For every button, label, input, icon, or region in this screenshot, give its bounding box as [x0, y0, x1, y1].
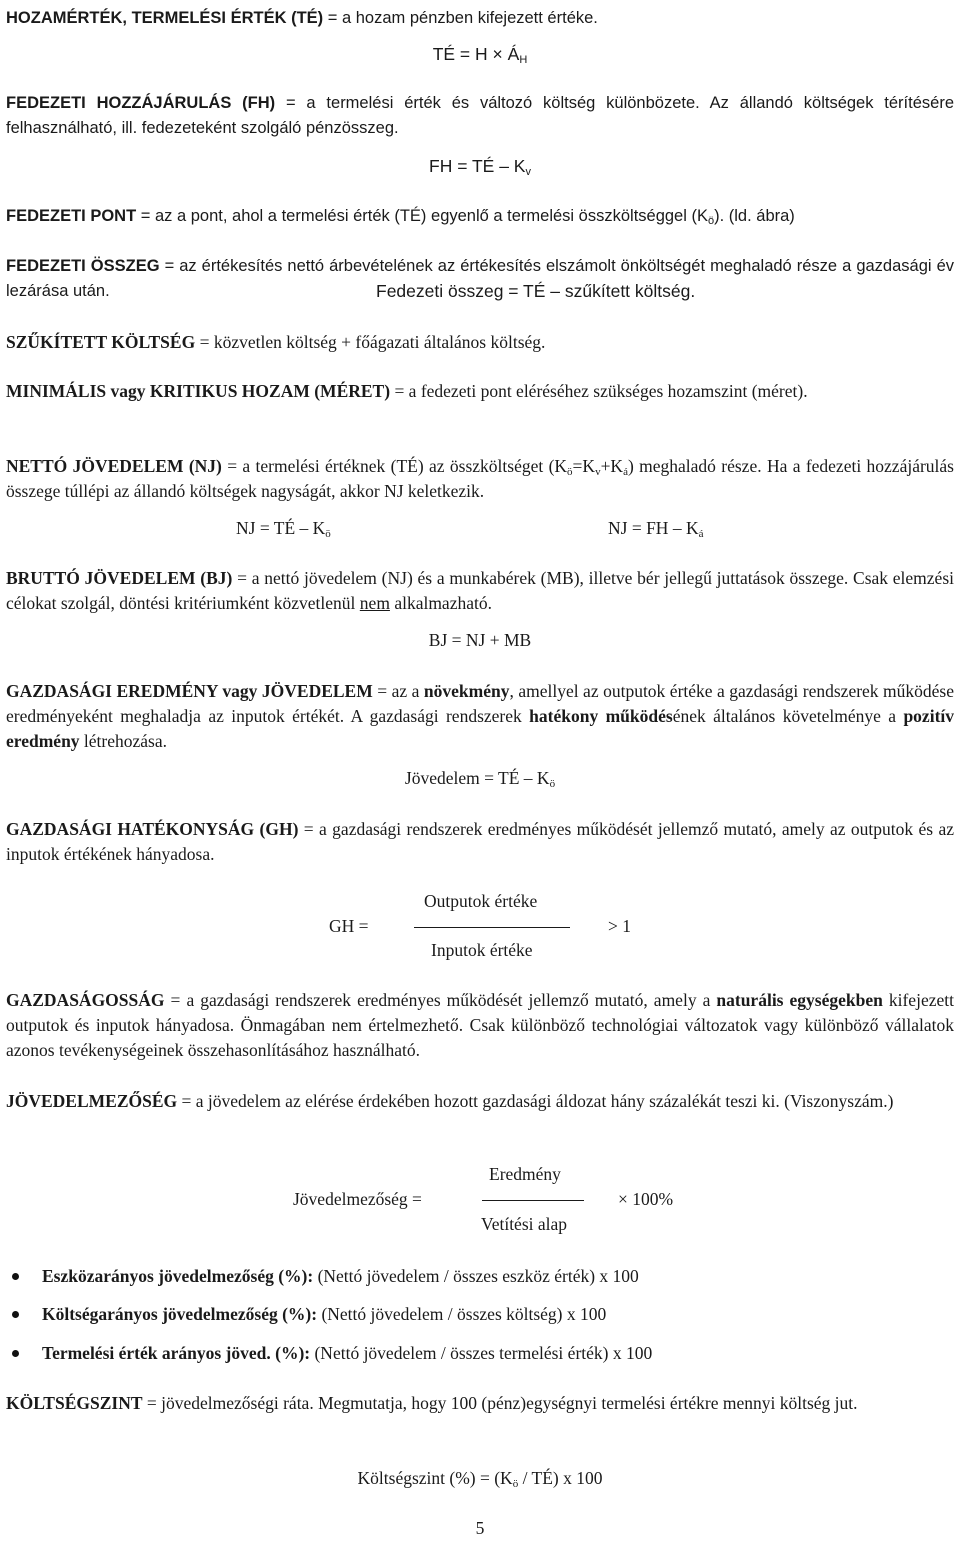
bullet-icon	[12, 1311, 19, 1318]
nj-formula-1: NJ = TÉ – $K_ö$	[236, 518, 331, 540]
fedezeti-osszeg-formula: Fedezeti összeg = TÉ – szűkített költség.	[376, 281, 696, 301]
gh-rhs: > 1	[608, 916, 631, 936]
list-item: Költségarányos jövedelmezőség (%): (Nettó jövedelem / összes költség) x 100	[42, 1304, 607, 1324]
fedezeti-osszeg-definition: FEDEZETI ÖSSZEG = az értékesítés nettó árbevételének az értékesítés elszámolt önköltségét meghaladó része a gazdasági év lezárása után.	[6, 257, 954, 300]
koltsegszint-formula: Költségszint (%) = ($K_ö$ / TÉ) x 100	[357, 1468, 603, 1490]
gh-numerator: Outputok értéke	[424, 891, 538, 911]
fedezeti-pont-definition: FEDEZETI PONT = az a pont, ahol a termelési érték (TÉ) egyenlő a termelési összköltséggel $(K_ö)$. (ld. ábra)	[6, 207, 795, 227]
gazdasagi-eredmeny-definition: GAZDASÁGI EREDMÉNY vagy JÖVEDELEM = az a növekmény, amellyel az outputok értéke a gazdasági rendszerek működése eredményeként meghaladja az inputok értékét. A gazdasági rendszerek hatékony működésének általános követelménye a pozitív eredmény létrehozása.	[6, 681, 955, 751]
brutto-jovedelem-definition: BRUTTÓ JÖVEDELEM (BJ) = a nettó jövedelem (NJ) és a munkabérek (MB), illetve bér jellegű juttatások összege. Csak elemzési célokat szolgál, döntési kritériumként közvetlenül nem alkalmazható.	[6, 568, 955, 613]
gazdasagi-hatekonysag-definition: GAZDASÁGI HATÉKONYSÁG (GH) = a gazdasági rendszerek eredményes működését jellemző mutató, amely az outputok és az inputok értékének hányadosa.	[6, 819, 954, 864]
gh-lhs: GH =	[329, 916, 369, 936]
gh-denominator: Inputok értéke	[431, 940, 533, 960]
fh-formula: FH = TÉ – $K_v$	[429, 156, 531, 178]
bj-formula: BJ = NJ + MB	[428, 630, 532, 650]
gazdasagossag-definition: GAZDASÁGOSSÁG = a gazdasági rendszerek eredményes működését jellemző mutató, amely a naturális egységekben kifejezett outputok és inputok hányadosa. Önmagában nem értelmezhető. Csak különböző technológiai változatok vagy különböző vállalatok azonos tevékenységeinek összehasonlításához használható.	[6, 990, 954, 1060]
jovedelmezoseg-numerator: Eredmény	[489, 1164, 561, 1184]
minimalis-hozam-definition: MINIMÁLIS vagy KRITIKUS HOZAM (MÉRET) = a fedezeti pont eléréséhez szükséges hozamszint (méret).	[6, 381, 808, 401]
bullet-icon	[12, 1350, 19, 1357]
gh-fraction-line	[414, 927, 570, 928]
list-item: Termelési érték arányos jöved. (%): (Nettó jövedelem / összes termelési érték) x 100	[42, 1343, 653, 1363]
jovedelmezoseg-rhs: × 100%	[618, 1189, 674, 1209]
bullet-icon	[12, 1273, 19, 1280]
nj-formula-2: NJ = FH – $K_á$	[608, 518, 704, 540]
jovedelem-formula: Jövedelem = TÉ – $K_ö$	[404, 768, 556, 790]
jovedelmezoseg-lhs: Jövedelmezőség =	[293, 1189, 422, 1209]
hozamertek-definition: HOZAMÉRTÉK, TERMELÉSI ÉRTÉK (TÉ) = a hozam pénzben kifejezett értéke.	[6, 9, 598, 27]
jovedelmezoseg-fraction-line	[482, 1200, 584, 1201]
page-number: 5	[475, 1518, 485, 1538]
fedezeti-hozzajarulas-definition: FEDEZETI HOZZÁJÁRULÁS (FH) = a termelési érték és változó költség különbözete. Az állandó költségek térítésére felhasználható, ill. fedezeteként szolgáló pénzösszeg.	[6, 94, 954, 137]
jovedelmezoseg-definition: JÖVEDELMEZŐSÉG = a jövedelem az elérése érdekében hozott gazdasági áldozat hány százalékát teszi ki. (Viszonyszám.)	[6, 1091, 894, 1111]
hozamertek-formula: TÉ = $H \times Á_H$	[432, 44, 528, 66]
jovedelmezoseg-denominator: Vetítési alap	[481, 1214, 568, 1234]
list-item: Eszközarányos jövedelmezőség (%): (Nettó jövedelem / összes eszköz érték) x 100	[42, 1266, 639, 1286]
koltsegszint-definition: KÖLTSÉGSZINT = jövedelmezőségi ráta. Megmutatja, hogy 100 (pénz)egységnyi termelési értékre mennyi költség jut.	[6, 1393, 858, 1413]
netto-jovedelem-definition: NETTÓ JÖVEDELEM (NJ) = a termelési értéknek (TÉ) az összköltséget $(K_ö=K_v+K_á)$ meghaladó része. Ha a fedezeti hozzájárulás összege túllépi az állandó költségek nagyságát, akkor NJ keletkezik.	[6, 456, 954, 501]
szukitett-koltseg-definition: SZŰKÍTETT KÖLTSÉG = közvetlen költség + főágazati általános költség.	[6, 332, 546, 352]
